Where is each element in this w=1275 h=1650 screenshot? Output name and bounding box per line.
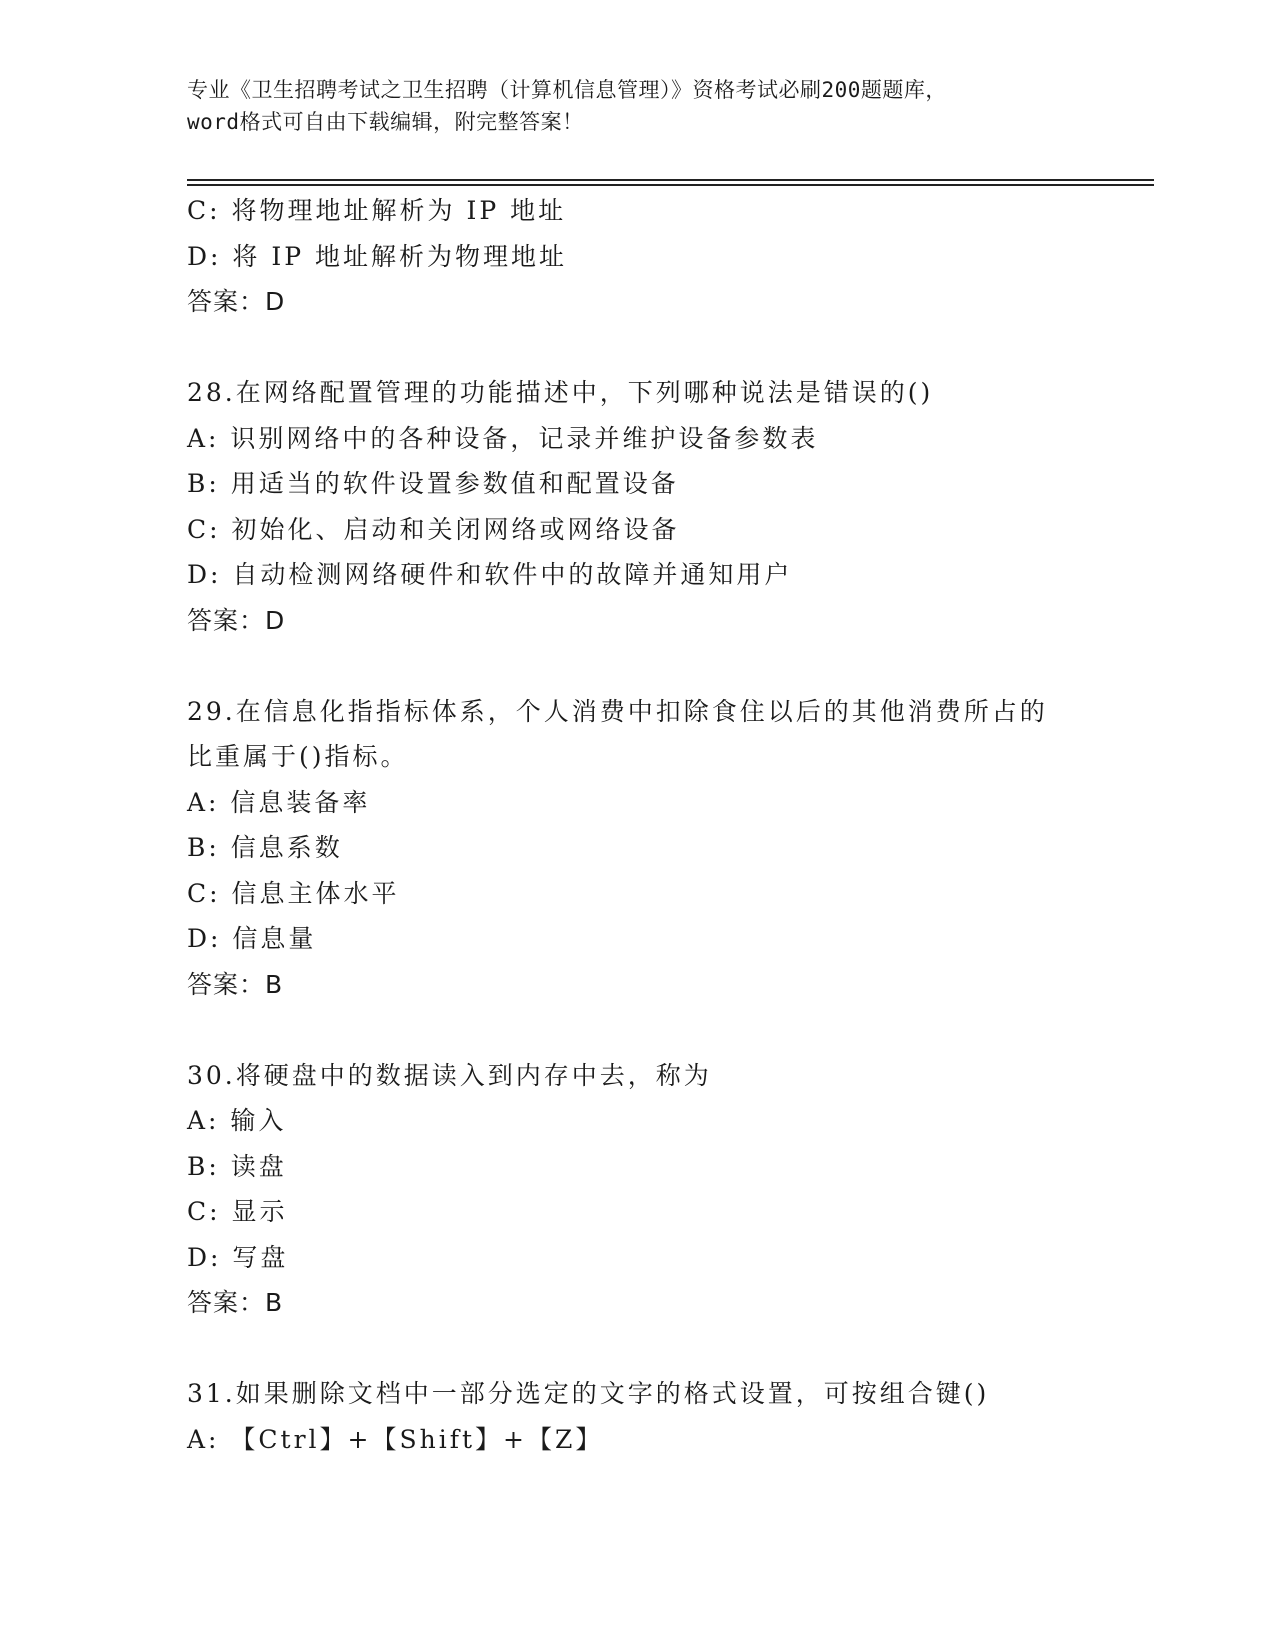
- option-a: A: 信息装备率: [187, 787, 371, 817]
- option-c: C: 信息主体水平: [187, 878, 400, 908]
- option-a: A: 输入: [187, 1106, 287, 1135]
- option-d: D: 写盘: [187, 1242, 289, 1272]
- answer-label: 答案：B: [187, 969, 284, 999]
- spacer: [187, 643, 1147, 689]
- question-27: [187, 188, 1147, 325]
- question-stem-continued: 比重属于()指标。: [187, 742, 409, 771]
- spacer: [187, 1326, 1147, 1372]
- question-stem: 31.如果删除文档中一部分选定的文字的格式设置，可按组合键(): [187, 1379, 990, 1408]
- question-30: [187, 1053, 1147, 1326]
- question-28: [187, 370, 1147, 643]
- header-title-line-1: 专业《卫生招聘考试之卫生招聘（计算机信息管理）》资格考试必刷200题题库，: [187, 78, 947, 102]
- option-c: C: 显示: [187, 1197, 288, 1226]
- question-31: [187, 1371, 1147, 1462]
- header-divider-bottom: [187, 184, 1154, 186]
- option-d: D: 自动检测网络硬件和软件中的故障并通知用户: [187, 560, 793, 589]
- question-29: [187, 689, 1147, 1008]
- document-header: [187, 74, 1087, 138]
- question-stem: 28.在网络配置管理的功能描述中，下列哪种说法是错误的(): [187, 378, 934, 407]
- answer-label: 答案：B: [187, 1288, 284, 1317]
- option-a: A: 【Ctrl】+【Shift】+【Z】: [187, 1424, 604, 1454]
- answer-label: 答案：D: [187, 605, 286, 635]
- question-list: [187, 188, 1147, 1462]
- spacer: [187, 325, 1147, 371]
- header-title-line-2: word格式可自由下载编辑，附完整答案！: [187, 110, 584, 134]
- option-d: D: 将 IP 地址解析为物理地址: [187, 241, 568, 271]
- header-divider-top: [187, 179, 1154, 181]
- option-b: B: 信息系数: [187, 833, 343, 862]
- spacer: [187, 1007, 1147, 1053]
- question-stem: 30.将硬盘中的数据读入到内存中去，称为: [187, 1060, 712, 1090]
- option-c: C: 初始化、启动和关闭网络或网络设备: [187, 514, 680, 544]
- option-b: B: 用适当的软件设置参数值和配置设备: [187, 469, 679, 498]
- option-c: C: 将物理地址解析为 IP 地址: [187, 196, 567, 225]
- option-a: A: 识别网络中的各种设备，记录并维护设备参数表: [187, 423, 819, 453]
- option-d: D: 信息量: [187, 924, 317, 953]
- option-b: B: 读盘: [187, 1151, 287, 1181]
- answer-label: 答案：D: [187, 287, 286, 316]
- question-stem: 29.在信息化指指标体系，个人消费中扣除食住以后的其他消费所占的: [187, 696, 1048, 726]
